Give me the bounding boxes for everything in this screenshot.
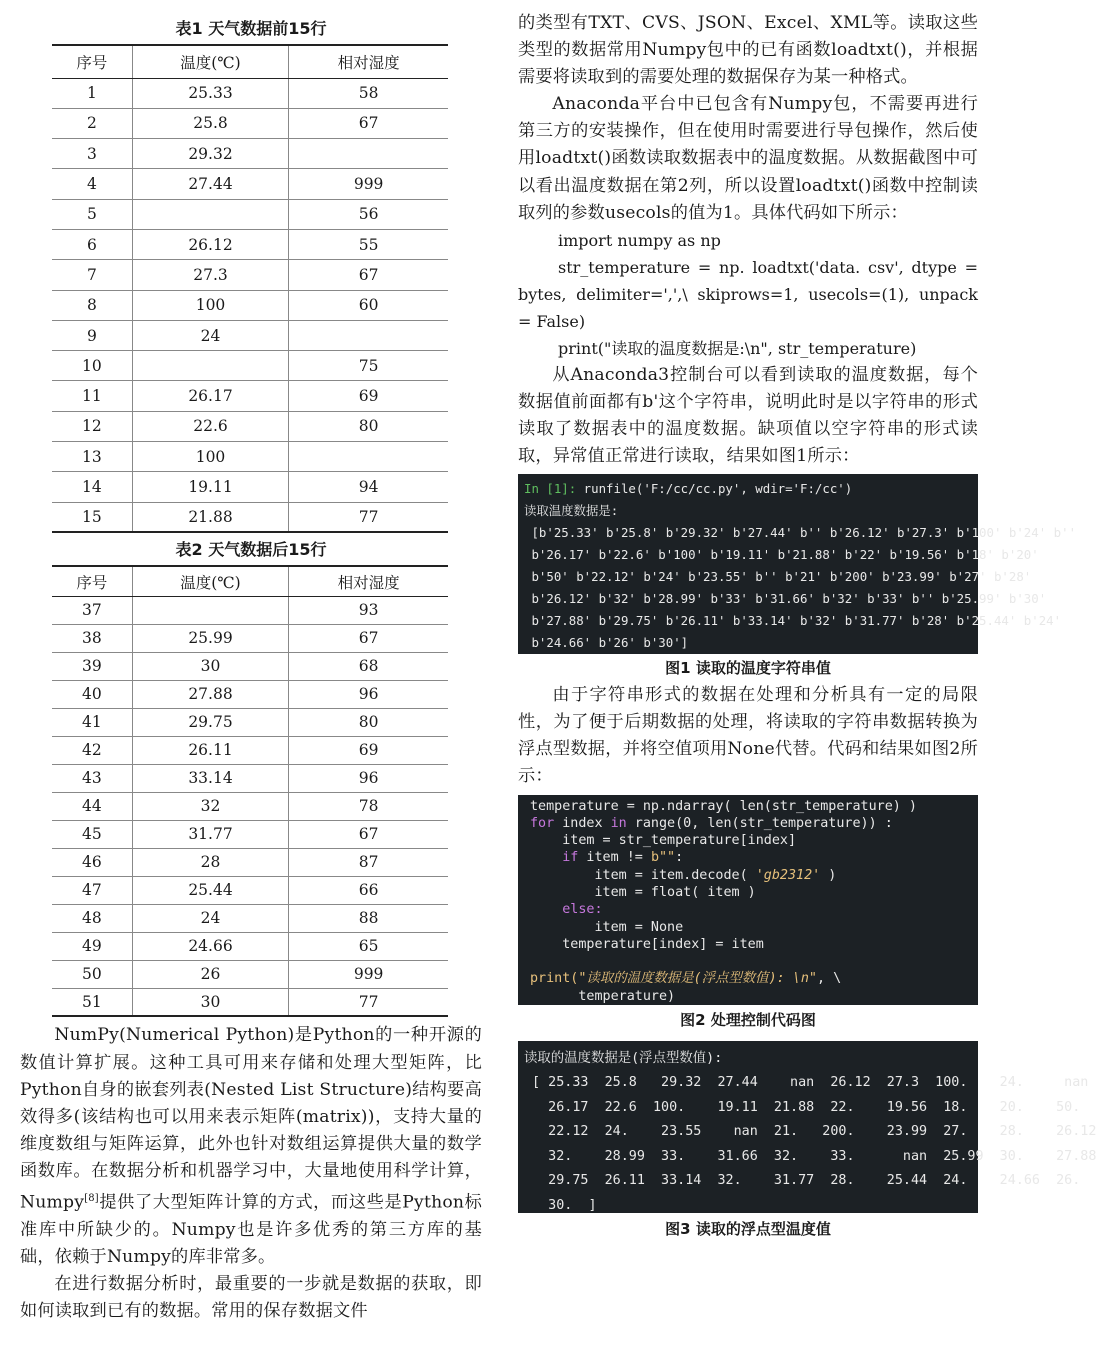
table-cell: 30: [132, 988, 288, 1016]
code-text: item !=: [578, 850, 651, 866]
table-cell: 22.6: [132, 411, 288, 441]
table-cell: 47: [52, 876, 132, 904]
table-cell: 80: [289, 411, 448, 441]
table-cell: 999: [289, 960, 448, 988]
table-row: [52, 988, 448, 1016]
code-keyword: for: [530, 815, 555, 831]
code-loadtxt-line: str_temperature = np. loadtxt('data. csv', dtype = bytes, delimiter=',',\ skiprows=1, usecols=(1), unpack = False): [518, 257, 978, 331]
table-row: [52, 736, 448, 764]
table-cell: 60: [289, 290, 448, 320]
table-cell: 1: [52, 78, 132, 108]
console-output-line: b'50' b'22.12' b'24' b'23.55' b'' b'21' b'200' b'23.99' b'27' b'28': [524, 569, 1032, 585]
table-cell: 46: [52, 848, 132, 876]
table-row: [52, 320, 448, 350]
column-header: 序号: [52, 45, 132, 78]
console-output-line: 26.17 22.6 100. 19.11 21.88 22. 19.56 18. 20. 50.: [524, 1099, 1081, 1115]
table-row: [52, 108, 448, 138]
table-cell: 24: [132, 320, 288, 350]
table-cell: 41: [52, 708, 132, 736]
table-cell: 87: [289, 848, 448, 876]
table-cell: 78: [289, 792, 448, 820]
table-row: [52, 139, 448, 169]
table1-caption: 表1 天气数据前15行: [175, 19, 327, 38]
right-column: [518, 13, 1096, 1245]
table-cell: [289, 139, 448, 169]
console-output-line: [ 25.33 25.8 29.32 27.44 nan 26.12 27.3 100. 24. nan: [524, 1075, 1089, 1090]
code-text: index: [554, 815, 611, 831]
result-description-paragraph: 从Anaconda3控制台可以看到读取的温度数据，每个数据值前面都有b'这个字符串，说明此时是以字符串的形式读取了数据表中的温度数据。缺项值以空字符串的形式读取，异常值正常进行读取，结果如图1所示：: [518, 364, 978, 467]
table-cell: 45: [52, 820, 132, 848]
table-row: [52, 381, 448, 411]
code-string: b"": [650, 850, 676, 866]
table-row: [52, 411, 448, 441]
table-cell: 100: [132, 290, 288, 320]
file-types-paragraph: 的类型有TXT、CVS、JSON、Excel、XML等。读取这些类型的数据常用Numpy包中的已有函数loadtxt()，并根据需要将读取到的需要处理的数据保存为某一种格式。: [518, 13, 978, 88]
data-acquisition-paragraph: 在进行数据分析时，最重要的一步就是数据的获取，即如何读取到已有的数据。常用的保存数据文件: [20, 1274, 482, 1322]
table-cell: 29.32: [132, 139, 288, 169]
code-import-line: import numpy as np: [558, 230, 721, 250]
table-cell: 50: [52, 960, 132, 988]
table-header-row: [52, 566, 448, 596]
table-cell: [132, 596, 288, 624]
code-keyword: in: [610, 815, 627, 831]
table-cell: 27.88: [132, 680, 288, 708]
table-cell: [289, 320, 448, 350]
table-cell: 8: [52, 290, 132, 320]
anaconda-paragraph: Anaconda平台中已包含有Numpy包，不需要再进行第三方的安装操作，但在使用时需要进行导包操作，然后使用loadtxt()函数读取数据表中的温度数据。从数据截图中可以看出温度数据在第2列，所以设置loadtxt()函数中控制读取列的参数usecols的值为1。具体代码如下所示：: [518, 94, 978, 223]
table-cell: 25.33: [132, 78, 288, 108]
table-cell: [289, 442, 448, 472]
table-row: [52, 199, 448, 229]
console-output-line: b'26.17' b'22.6' b'100' b'19.11' b'21.88' b'22' b'19.56' b'18' b'20': [524, 547, 1039, 563]
console-command: runfile('F:/cc/cc.py', wdir='F:/cc'): [576, 481, 853, 497]
table-cell: 67: [289, 820, 448, 848]
column-header: 序号: [52, 566, 132, 596]
table-cell: 88: [289, 904, 448, 932]
table2-caption: 表2 天气数据后15行: [175, 540, 327, 560]
table-cell: 80: [289, 708, 448, 736]
table-cell: 26.17: [132, 381, 288, 411]
table-cell: 69: [289, 381, 448, 411]
table-row: [52, 472, 448, 502]
table-cell: 65: [289, 932, 448, 960]
table-row: [52, 792, 448, 820]
table-cell: 24.66: [132, 932, 288, 960]
console-output-line: [b'25.33' b'25.8' b'29.32' b'27.44' b'' b'26.12' b'27.3' b'100' b'24' b'': [524, 525, 1077, 541]
table-cell: 26.12: [132, 229, 288, 259]
table-cell: 27.44: [132, 169, 288, 199]
column-header: 温度(℃): [132, 566, 288, 596]
table-cell: 51: [52, 988, 132, 1016]
table-cell: [132, 199, 288, 229]
table-cell: 96: [289, 764, 448, 792]
table-row: [52, 848, 448, 876]
code-text: item = item.decode(: [530, 867, 756, 883]
table2: [52, 565, 448, 1017]
code-line: temperature[index] = item: [530, 936, 764, 952]
figure2-caption: 图2 处理控制代码图: [680, 1010, 816, 1029]
table-cell: 40: [52, 680, 132, 708]
citation-ref: [8]: [84, 1193, 99, 1205]
table-cell: 49: [52, 932, 132, 960]
table-cell: 13: [52, 442, 132, 472]
table1: [52, 44, 448, 533]
table-row: [52, 652, 448, 680]
table-cell: 38: [52, 624, 132, 652]
column-header: 温度(℃): [132, 45, 288, 78]
table-cell: 58: [289, 78, 448, 108]
table-row: [52, 442, 448, 472]
table-cell: 29.75: [132, 708, 288, 736]
console-label: 读取的温度数据是(浮点型数值):: [524, 1050, 723, 1066]
table-cell: 31.77: [132, 820, 288, 848]
table-cell: 67: [289, 624, 448, 652]
conversion-paragraph: 由于字符串形式的数据在处理和分析具有一定的局限性，为了便于后期数据的处理，将读取的字符串数据转换为浮点型数据，并将空值项用None代替。代码和结果如图2所示：: [518, 685, 978, 787]
table-row: [52, 904, 448, 932]
table-cell: 19.11: [132, 472, 288, 502]
table-cell: 12: [52, 411, 132, 441]
table-cell: 42: [52, 736, 132, 764]
code-text: , \: [816, 971, 842, 987]
table-row: [52, 502, 448, 532]
code-line: item = None: [530, 919, 684, 935]
table-row: [52, 708, 448, 736]
table-row: [52, 260, 448, 290]
code-text: :: [675, 850, 684, 866]
table-row: [52, 596, 448, 624]
table-cell: 39: [52, 652, 132, 680]
figure1-caption: 图1 读取的温度字符串值: [665, 659, 831, 678]
table-row: [52, 78, 448, 108]
console-output-line: b'27.88' b'29.75' b'26.11' b'33.14' b'32' b'31.77' b'28' b'25.44' b'24': [524, 613, 1062, 629]
table-cell: 94: [289, 472, 448, 502]
table-row: [52, 624, 448, 652]
table-cell: [132, 351, 288, 381]
code-line: item = float( item ): [530, 884, 756, 900]
console-output-line: 30. ]: [524, 1197, 597, 1213]
console-prompt: In [1]:: [524, 481, 577, 497]
table-cell: 48: [52, 904, 132, 932]
table-cell: 14: [52, 472, 132, 502]
table-cell: 2: [52, 108, 132, 138]
table-row: [52, 764, 448, 792]
table-cell: 28: [132, 848, 288, 876]
table-cell: 10: [52, 351, 132, 381]
code-print-line: print("读取的温度数据是:\n", str_temperature): [558, 338, 917, 358]
table-cell: 37: [52, 596, 132, 624]
table-cell: 100: [132, 442, 288, 472]
console-output-line: b'24.66' b'26' b'30']: [524, 635, 689, 651]
numpy-intro-paragraph: [20, 1022, 482, 1271]
code-text: range(0, len(str_temperature)) :: [626, 815, 893, 831]
code-text: ): [820, 867, 837, 883]
numpy-intro-text-cont: 提供了大型矩阵计算的方式，而这些是Python标准库中所缺少的。Numpy也是许多优秀的第三方库的基础，依赖于Numpy的库非常多。: [20, 1192, 482, 1267]
console-output-line: b'26.12' b'32' b'28.99' b'33' b'31.66' b'32' b'33' b'' b'25.99' b'30': [524, 591, 1047, 607]
figure3-caption: 图3 读取的浮点型温度值: [665, 1219, 831, 1238]
table-cell: 69: [289, 736, 448, 764]
table-cell: 93: [289, 596, 448, 624]
table-cell: 5: [52, 199, 132, 229]
figure2-code: [518, 795, 978, 1005]
table-cell: 66: [289, 876, 448, 904]
table-cell: 96: [289, 680, 448, 708]
table-row: [52, 169, 448, 199]
figure1-console: [518, 474, 1077, 654]
table-row: [52, 290, 448, 320]
table-cell: 3: [52, 139, 132, 169]
table-cell: 67: [289, 108, 448, 138]
figure3-console: [518, 1041, 1096, 1213]
code-line: temperature): [530, 988, 676, 1004]
console-output-line: 32. 28.99 33. 31.66 32. 33. nan 25.99 30. 27.88: [524, 1148, 1096, 1164]
table-cell: 21.88: [132, 502, 288, 532]
table-cell: 26.11: [132, 736, 288, 764]
table-cell: 30: [132, 652, 288, 680]
table-cell: 4: [52, 169, 132, 199]
console-output-line: 29.75 26.11 33.14 32. 31.77 28. 25.44 24. 24.66 26.: [524, 1173, 1081, 1188]
code-line: item = str_temperature[index]: [530, 833, 797, 849]
table-cell: 56: [289, 199, 448, 229]
table-cell: 33.14: [132, 764, 288, 792]
column-header: 相对湿度: [289, 45, 448, 78]
table-cell: 44: [52, 792, 132, 820]
table-header-row: [52, 45, 448, 78]
code-string: "读取的温度数据是(浮点型数值): \n": [578, 971, 817, 987]
table-row: [52, 960, 448, 988]
column-header: 相对湿度: [289, 566, 448, 596]
table-cell: 77: [289, 988, 448, 1016]
table-cell: 55: [289, 229, 448, 259]
table-cell: 9: [52, 320, 132, 350]
code-builtin: print(: [530, 971, 579, 987]
table-cell: 11: [52, 381, 132, 411]
table-cell: 6: [52, 229, 132, 259]
table-cell: 43: [52, 764, 132, 792]
left-column: [20, 14, 482, 1325]
code-line: temperature = np.ndarray( len(str_temperature) ): [530, 798, 917, 814]
table-row: [52, 876, 448, 904]
console-output-line: 22.12 24. 23.55 nan 21. 200. 23.99 27. 28. 26.12: [524, 1124, 1096, 1139]
table-row: [52, 229, 448, 259]
table-row: [52, 820, 448, 848]
table-cell: 26: [132, 960, 288, 988]
table-cell: 24: [132, 904, 288, 932]
code-string: 'gb2312': [755, 867, 821, 883]
table-row: [52, 680, 448, 708]
numpy-intro-text: NumPy(Numerical Python)是Python的一种开源的数值计算扩展。这种工具可用来存储和处理大型矩阵，比Python自身的嵌套列表(Nested List Structure)结构要高效得多(该结构也可以用来表示矩阵(matrix))，支持大量的维度数组与矩阵运算，此外也针对数组运算提供大量的数学函数库。在数据分析和机器学习中，大量地使用科学计算，Numpy: [20, 1025, 482, 1213]
code-keyword: else:: [530, 902, 603, 918]
table-cell: 32: [132, 792, 288, 820]
table-cell: 25.44: [132, 876, 288, 904]
table-cell: 27.3: [132, 260, 288, 290]
table-cell: 25.99: [132, 624, 288, 652]
table-cell: 25.8: [132, 108, 288, 138]
console-label: 读取温度数据是:: [524, 503, 619, 519]
code-keyword: if: [530, 850, 579, 866]
table-row: [52, 351, 448, 381]
table-cell: 67: [289, 260, 448, 290]
table-cell: 75: [289, 351, 448, 381]
table-cell: 77: [289, 502, 448, 532]
table-row: [52, 932, 448, 960]
table-cell: 999: [289, 169, 448, 199]
table-cell: 15: [52, 502, 132, 532]
table-cell: 7: [52, 260, 132, 290]
table-cell: 68: [289, 652, 448, 680]
